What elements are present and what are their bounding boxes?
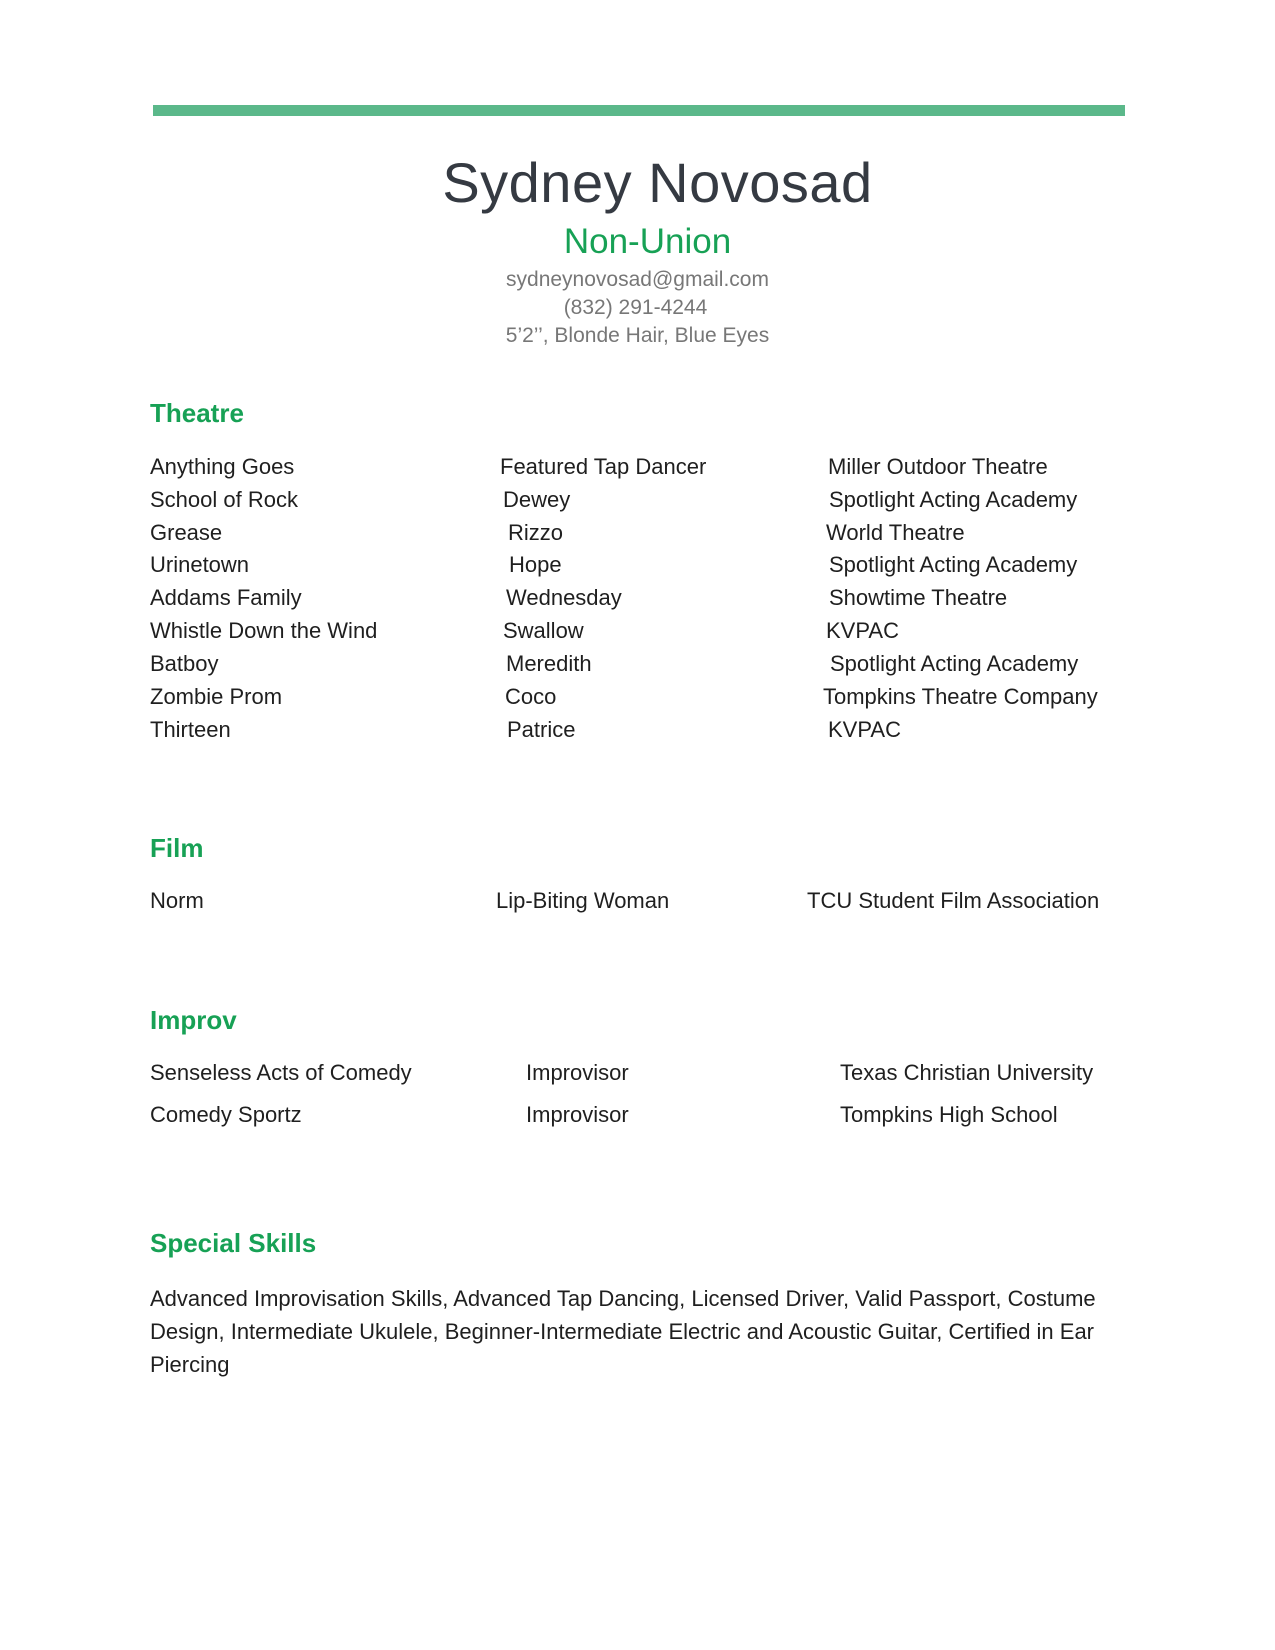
email-address: sydneynovosad@gmail.com (506, 268, 769, 291)
theatre-venue: KVPAC (828, 717, 901, 742)
theatre-show: School of Rock (150, 487, 298, 512)
improv-section-title: Improv (150, 1005, 237, 1035)
film-role: Lip-Biting Woman (496, 888, 670, 913)
film-venue: TCU Student Film Association (807, 888, 1100, 913)
theatre-venue: Miller Outdoor Theatre (828, 454, 1048, 479)
actor-name: Sydney Novosad (442, 151, 873, 214)
improv-role: Improvisor (526, 1060, 629, 1085)
theatre-show: Urinetown (150, 552, 250, 577)
theatre-role: Wednesday (506, 585, 622, 610)
theatre-venue: Spotlight Acting Academy (829, 552, 1078, 577)
improv-venue: Texas Christian University (840, 1060, 1094, 1085)
theatre-show: Whistle Down the Wind (150, 618, 378, 643)
theatre-role: Rizzo (508, 520, 564, 545)
union-status: Non-Union (563, 222, 732, 261)
theatre-show: Anything Goes (150, 454, 295, 479)
theatre-role: Dewey (503, 487, 571, 512)
special-skills-section-title: Special Skills (150, 1228, 317, 1258)
theatre-show: Grease (150, 520, 223, 545)
physical-stats: 5’2’’, Blonde Hair, Blue Eyes (505, 324, 770, 347)
theatre-show: Zombie Prom (150, 684, 283, 709)
header-rule (153, 105, 1125, 116)
theatre-section-title: Theatre (150, 398, 244, 428)
theatre-venue: KVPAC (826, 618, 899, 643)
theatre-show: Thirteen (150, 717, 231, 742)
theatre-role: Patrice (507, 717, 576, 742)
phone-number: (832) 291-4244 (563, 296, 708, 319)
theatre-role: Featured Tap Dancer (500, 454, 707, 479)
theatre-role: Swallow (503, 618, 584, 643)
theatre-role: Coco (505, 684, 557, 709)
improv-role: Improvisor (526, 1102, 629, 1127)
theatre-role: Meredith (506, 651, 592, 676)
theatre-show: Batboy (150, 651, 219, 676)
special-skills-text: Advanced Improvisation Skills, Advanced Tap Dancing, Licensed Driver, Valid Passport, Costume Design, Intermediate Ukulele, Beginner-Intermediate Electric and Acoustic Guitar, Certified in Ear Piercing (150, 1286, 1096, 1377)
improv-venue: Tompkins High School (840, 1102, 1058, 1127)
theatre-venue: Spotlight Acting Academy (829, 487, 1078, 512)
theatre-venue: Tompkins Theatre Company (823, 684, 1098, 709)
theatre-venue: World Theatre (826, 520, 965, 545)
theatre-role: Hope (509, 552, 562, 577)
theatre-venue: Spotlight Acting Academy (830, 651, 1079, 676)
improv-show: Comedy Sportz (150, 1102, 302, 1127)
theatre-show: Addams Family (150, 585, 302, 610)
film-section-title: Film (150, 833, 204, 863)
improv-show: Senseless Acts of Comedy (150, 1060, 412, 1085)
film-show: Norm (150, 888, 204, 913)
theatre-venue: Showtime Theatre (829, 585, 1008, 610)
